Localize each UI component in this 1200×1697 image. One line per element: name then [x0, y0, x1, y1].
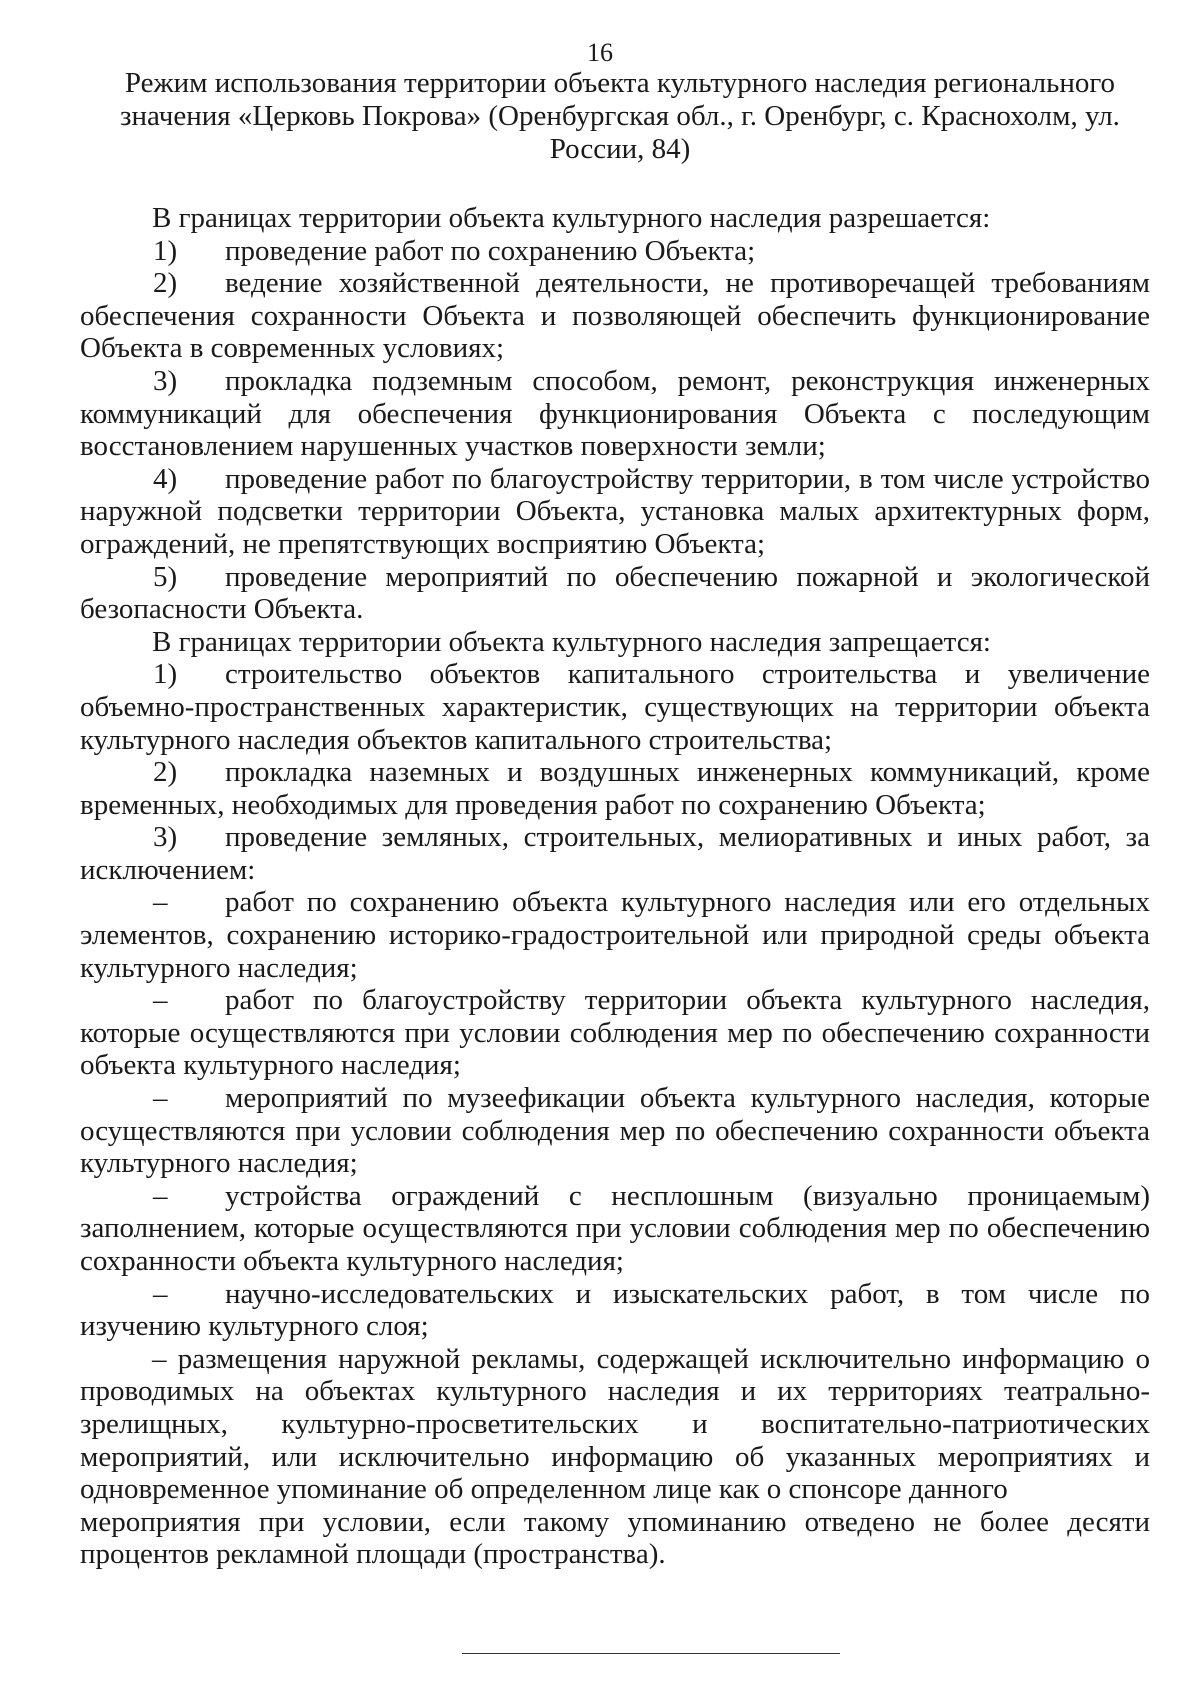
exception-item-5: [80, 1278, 1150, 1343]
item-number: 3): [153, 821, 178, 854]
exception-item-1: [80, 886, 1150, 984]
item-text: проведение работ по благоустройству территории, в том числе устройство наружной подсветки территории Объекта, установка малых архитектурных форм, ограждений, не препятствующих восприятию Объекта;: [80, 462, 1150, 560]
exception-item-3: [80, 1082, 1150, 1180]
advertising-paragraph-continuation: мероприятия при условии, если такому упоминанию отведено не более десяти процентов рекламной площади (пространства).: [80, 1505, 1150, 1571]
item-number: 5): [153, 560, 178, 593]
dash-marker: –: [153, 1082, 168, 1115]
dash-marker: –: [153, 1277, 168, 1310]
document-body: [80, 202, 1150, 1571]
page-number: 16: [587, 38, 613, 67]
dash-marker: –: [153, 886, 168, 919]
prohibited-intro: В границах территории объекта культурного наследия запрещается:: [152, 625, 991, 658]
item-number: 4): [153, 462, 178, 495]
exception-item-2: [80, 984, 1150, 1082]
dash-marker: –: [153, 1179, 168, 1212]
item-text: прокладка подземным способом, ремонт, реконструкция инженерных коммуникаций для обеспечения функционирования Объекта с последующим восстановлением нарушенных участков поверхности земли;: [80, 364, 1150, 463]
exception-text: научно-исследовательских и изыскательских работ, в том числе по изучению культурного слоя;: [80, 1277, 1150, 1343]
item-number: 2): [153, 267, 178, 300]
item-text: прокладка наземных и воздушных инженерных коммуникаций, кроме временных, необходимых для проведения работ по сохранению Объекта;: [80, 756, 1150, 821]
document-title: Режим использования территории объекта культурного наследия регионального значения «Церковь Покрова» (Оренбургская обл., г. Оренбург, с. Краснохолм, ул. России, 84): [120, 67, 1120, 165]
prohibited-item-2: [80, 756, 1150, 821]
prohibited-item-1: [80, 658, 1150, 756]
allowed-item-2: [80, 267, 1150, 365]
item-number: 1): [153, 658, 178, 691]
item-number: 2): [153, 756, 178, 789]
item-number: 1): [153, 234, 178, 267]
closing-rule: [462, 1653, 840, 1654]
allowed-item-4: [80, 463, 1150, 561]
item-text: строительство объектов капитального строительства и увеличение объемно-пространственных характеристик, существующих на территории объекта культурного наследия объектов капитального строительства;: [80, 658, 1150, 756]
allowed-item-1: [80, 235, 1150, 268]
dash-marker: –: [153, 984, 168, 1017]
allowed-intro: В границах территории объекта культурного наследия разрешается:: [152, 202, 991, 234]
exception-text: работ по благоустройству территории объекта культурного наследия, которые осуществляются при условии соблюдения мер по обеспечению сохранности объекта культурного наследия;: [80, 984, 1150, 1082]
item-number: 3): [153, 364, 178, 397]
item-text: проведение мероприятий по обеспечению пожарной и экологической безопасности Объекта.: [80, 560, 1150, 626]
item-text: проведение работ по сохранению Объекта;: [225, 234, 756, 267]
allowed-item-5: [80, 561, 1150, 626]
allowed-item-3: [80, 365, 1150, 463]
advertising-paragraph: – размещения наружной рекламы, содержащей исключительно информацию о проводимых на объектах культурного наследия и их территориях театрально-зрелищных, культурно-просветительских и воспитательно-патриотических мероприятий, или исключительно информацию об указанных мероприятиях и одновременное упоминание об определенном лице как о спонсоре данного: [80, 1342, 1150, 1506]
prohibited-item-3: [80, 821, 1150, 886]
exception-text: устройства ограждений с несплошным (визуально проницаемым) заполнением, которые осуществляются при условии соблюдения мер по обеспечению сохранности объекта культурного наследия;: [80, 1179, 1150, 1277]
exception-text: мероприятий по музеефикации объекта культурного наследия, которые осуществляются при условии соблюдения мер по обеспечению сохранности объекта культурного наследия;: [80, 1082, 1150, 1180]
item-text: ведение хозяйственной деятельности, не противоречащей требованиям обеспечения сохранности Объекта и позволяющей обеспечить функционирование Объекта в современных условиях;: [80, 267, 1150, 365]
exception-text: работ по сохранению объекта культурного наследия или его отдельных элементов, сохранению историко-градостроительной или природной среды объекта культурного наследия;: [80, 886, 1150, 984]
item-text: проведение земляных, строительных, мелиоративных и иных работ, за исключением:: [80, 821, 1150, 886]
exception-item-4: [80, 1180, 1150, 1278]
